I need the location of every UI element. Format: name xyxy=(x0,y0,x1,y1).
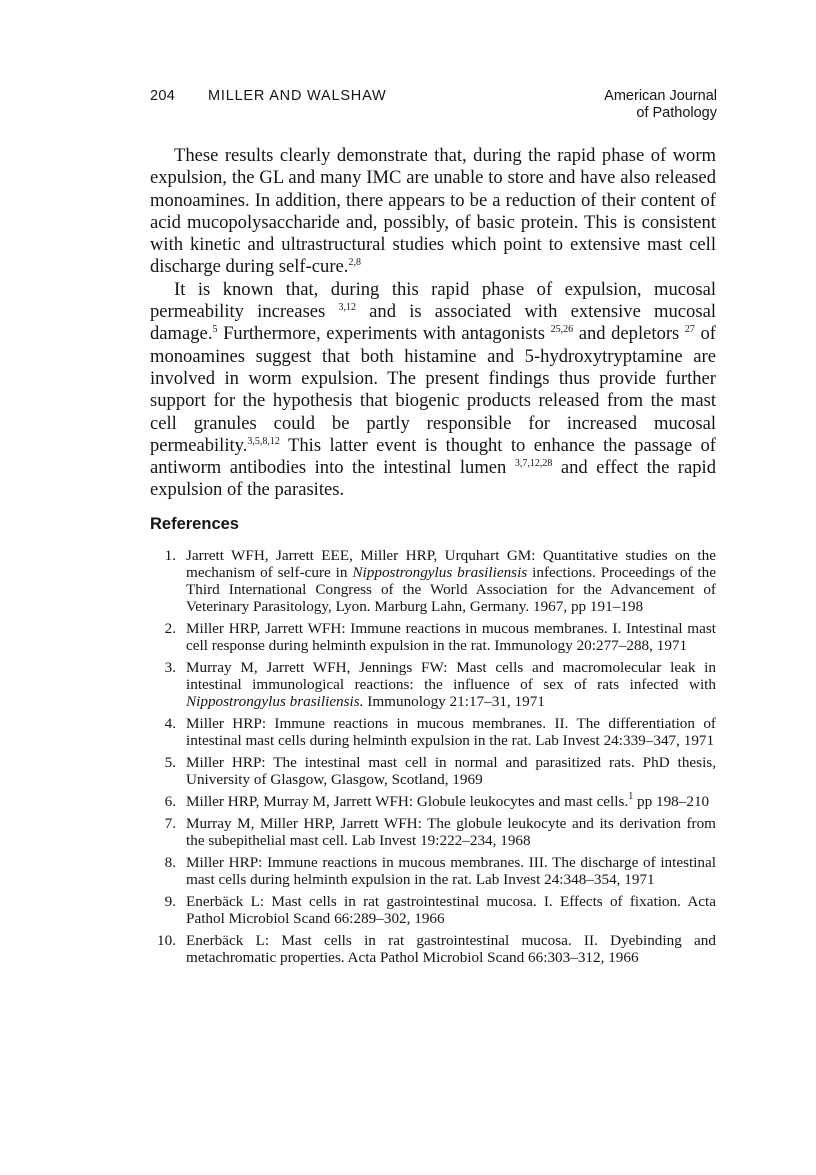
reference-number: 6. xyxy=(164,792,176,810)
reference-text xyxy=(186,660,716,711)
reference-item xyxy=(150,816,716,850)
reference-citation: Miller HRP: Immune reactions in mucous membranes. II. The differentiation of intestinal mast cells during helminth expulsion in the rat. Lab Invest 24:339–347, 1971 xyxy=(186,714,716,749)
journal-name xyxy=(604,88,717,122)
running-head: MILLER AND WALSHAW xyxy=(208,88,387,104)
citation: 25,26 xyxy=(550,324,574,336)
reference-list xyxy=(150,548,716,972)
reference-number: 2. xyxy=(164,619,176,637)
citation: 3,12 xyxy=(338,302,356,314)
reference-citation: Miller HRP: The intestinal mast cell in normal and parasitized rats. PhD thesis, University of Glasgow, Glasgow, Scotland, 1969 xyxy=(186,753,716,788)
paragraph-2-text: and effect the rapid expulsion of the parasites. xyxy=(150,457,716,501)
page-header xyxy=(150,88,717,128)
citation: 27 xyxy=(684,324,695,336)
reference-text xyxy=(186,790,716,811)
reference-number: 10. xyxy=(157,931,176,949)
paragraph-2-text: and is associated with extensive mucosal damage. xyxy=(150,301,716,345)
citation: 2,8 xyxy=(348,257,361,269)
paragraph-2-text: and depletors xyxy=(578,323,680,345)
paragraph-1 xyxy=(150,145,716,279)
reference-item xyxy=(150,621,716,655)
reference-number: 1. xyxy=(164,547,176,564)
reference-citation-tail: infections. Proceedings of the Third International Congress of the World Association for the Advancement of Veterinary Parasitology, Lyon. Marburg Lahn, Germany. 1967, pp 191–198 xyxy=(186,563,716,615)
citation: 5 xyxy=(212,324,218,336)
reference-text xyxy=(186,548,716,616)
reference-species-name: Nippostrongylus brasiliensis xyxy=(352,563,528,581)
reference-pages: pp 198–210 xyxy=(633,792,710,810)
citation: 3,5,8,12 xyxy=(247,435,280,447)
journal-name-line2: of Pathology xyxy=(636,105,717,121)
reference-item xyxy=(150,548,716,616)
reference-item xyxy=(150,933,716,967)
reference-number: 8. xyxy=(164,853,176,871)
reference-text xyxy=(186,621,716,655)
paragraph-2 xyxy=(150,279,716,502)
reference-text xyxy=(186,755,716,789)
paragraph-2-text: It is known that, during this rapid phase of expulsion, mucosal permeability increases xyxy=(150,278,716,323)
reference-number: 3. xyxy=(164,658,176,676)
reference-citation: Miller HRP: Immune reactions in mucous membranes. III. The discharge of intestinal mast cells during helminth expulsion in the rat. Lab Invest 24:348–354, 1971 xyxy=(186,853,716,888)
reference-number: 5. xyxy=(164,753,176,771)
reference-item xyxy=(150,660,716,711)
paragraph-1-text: These results clearly demonstrate that, during the rapid phase of worm expulsion, the GL and many IMC are unable to store and have also released monoamines. In addition, there appears to be a reduction of their content of acid mucopolysaccharide and, possibly, of basic protein. This is consistent with kinetic and ultrastructural studies which point to extensive mast cell discharge during self-cure. xyxy=(150,145,716,278)
reference-species-name: Nippostrongylus brasiliensis. xyxy=(186,692,364,710)
reference-item xyxy=(150,894,716,928)
page-number: 204 xyxy=(150,88,176,104)
references-heading: References xyxy=(150,515,239,533)
paragraph-2-text: Furthermore, experiments with antagonists xyxy=(223,323,546,345)
reference-citation-tail: Immunology 21:17–31, 1971 xyxy=(363,692,545,710)
reference-item xyxy=(150,716,716,750)
reference-citation: Enerbäck L: Mast cells in rat gastrointestinal mucosa. II. Dyebinding and metachromatic properties. Acta Pathol Microbiol Scand 66:303–312, 1966 xyxy=(186,931,716,966)
reference-text xyxy=(186,855,716,889)
reference-footnote-mark: 1 xyxy=(628,790,634,802)
paragraph-2-text: of monoamines suggest that both histamine and 5-hydroxytryptamine are involved in worm expulsion. The present findings thus provide further support for the hypothesis that biogenic products released from the mast cell granules could be partly responsible for increased mucosal permeability. xyxy=(150,323,716,456)
reference-text xyxy=(186,894,716,928)
reference-citation: Miller HRP, Murray M, Jarrett WFH: Globule leukocytes and mast cells. xyxy=(186,792,629,810)
paragraph-2-text: This latter event is thought to enhance the passage of antiworm antibodies into the intestinal lumen xyxy=(150,434,716,479)
reference-text xyxy=(186,933,716,967)
reference-text xyxy=(186,716,716,750)
reference-number: 9. xyxy=(164,892,176,910)
reference-citation: Enerbäck L: Mast cells in rat gastrointestinal mucosa. I. Effects of fixation. Acta Pathol Microbiol Scand 66:289–302, 1966 xyxy=(186,892,716,927)
reference-number: 4. xyxy=(164,714,176,732)
citation: 3,7,12,28 xyxy=(514,458,553,470)
reference-citation: Murray M, Miller HRP, Jarrett WFH: The globule leukocyte and its derivation from the subepithelial mast cell. Lab Invest 19:222–234, 1968 xyxy=(186,814,716,849)
reference-item xyxy=(150,855,716,889)
reference-citation: Miller HRP, Jarrett WFH: Immune reactions in mucous membranes. I. Intestinal mast cell response during helminth expulsion in the rat. Immunology 20:277–288, 1971 xyxy=(186,619,716,654)
reference-item xyxy=(150,755,716,789)
journal-name-line1: American Journal xyxy=(604,88,717,104)
reference-item xyxy=(150,790,716,811)
reference-citation: Murray M, Jarrett WFH, Jennings FW: Mast cells and macromolecular leak in intestinal immunological reactions: the influence of sex of rats infected with xyxy=(186,658,716,693)
reference-text xyxy=(186,816,716,850)
reference-citation: Jarrett WFH, Jarrett EEE, Miller HRP, Urquhart GM: Quantitative studies on the mechanism of self-cure in xyxy=(186,547,716,581)
body-text xyxy=(150,145,716,502)
reference-number: 7. xyxy=(164,814,176,832)
